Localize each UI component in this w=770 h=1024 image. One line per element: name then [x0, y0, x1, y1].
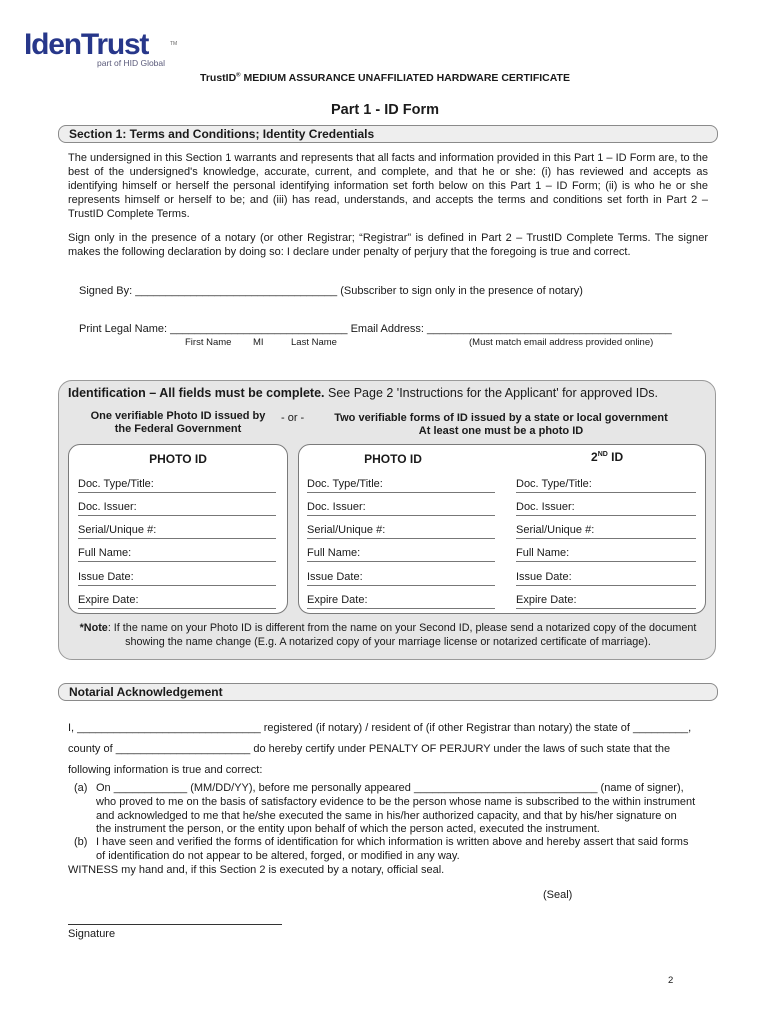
- second-id-title: [591, 450, 623, 464]
- state-id-heading-line1: Two verifiable forms of ID issued by a state or local government: [334, 412, 668, 424]
- second-serial-field[interactable]: Serial/Unique #:: [516, 524, 696, 539]
- title-prefix: TrustID: [200, 72, 237, 84]
- state-serial-field[interactable]: Serial/Unique #:: [307, 524, 495, 539]
- state-id-heading-line2: At least one must be a photo ID: [418, 425, 584, 437]
- state-photo-id-title: PHOTO ID: [364, 452, 422, 466]
- logo-trademark: TM: [170, 41, 178, 47]
- logo-subtitle: part of HID Global: [97, 58, 166, 68]
- signature-line[interactable]: [68, 924, 282, 925]
- clause-a-line2: who proved to me on the basis of satisfactory evidence to be the person whose name is subscribed to the within instrument: [96, 796, 696, 808]
- section1-header: [58, 125, 718, 143]
- section1-title: Section 1: Terms and Conditions; Identity Credentials: [69, 127, 375, 141]
- state-issue-date-field[interactable]: Issue Date:: [307, 571, 495, 586]
- federal-id-heading-line2: the Federal Government: [114, 423, 242, 435]
- notarial-header: [58, 683, 718, 701]
- clause-a-line3: and acknowledged to me that he/she executed the same in his/her authorized capacity, and that by his/her signature on: [96, 810, 677, 822]
- identification-title: [68, 386, 658, 400]
- federal-id-heading-line1: One verifiable Photo ID issued by: [90, 410, 266, 422]
- notarial-title: Notarial Acknowledgement: [69, 685, 223, 699]
- state-id-box: [298, 444, 706, 614]
- second-doc-issuer-field[interactable]: Doc. Issuer:: [516, 501, 696, 516]
- federal-full-name-field[interactable]: Full Name:: [78, 547, 276, 562]
- notary-county-line[interactable]: county of ______________________ do hereby certify under PENALTY OF PERJURY under the laws of such state that the: [68, 743, 671, 755]
- second-issue-date-field[interactable]: Issue Date:: [516, 571, 696, 586]
- page-title: Part 1 - ID Form: [331, 102, 439, 118]
- clause-a-line4: the instrument the person, or the entity upon behalf of which the person acted, executed the instrument.: [96, 823, 600, 835]
- identification-title-rest: See Page 2 'Instructions for the Applicant' for approved IDs.: [324, 386, 658, 400]
- federal-expire-date-field[interactable]: Expire Date:: [78, 594, 276, 609]
- first-name-label: First Name: [185, 337, 232, 348]
- page-number: 2: [668, 975, 674, 986]
- federal-doc-type-field[interactable]: Doc. Type/Title:: [78, 478, 276, 493]
- second-id-title-number: 2: [591, 450, 598, 464]
- name-change-note: [68, 621, 708, 649]
- federal-photo-id-title: PHOTO ID: [149, 452, 207, 466]
- note-text: : If the name on your Photo ID is different from the name on your Second ID, please send a notarized copy of the document showing the name change (E.g. A notarized copy of your marriage license or notarized certificate of marriage).: [107, 622, 697, 648]
- clause-b-line2: of identification do not appear to be altered, forged, or modified in any way.: [96, 850, 460, 862]
- certificate-title: [0, 72, 770, 84]
- federal-serial-field[interactable]: Serial/Unique #:: [78, 524, 276, 539]
- print-name-email-field[interactable]: Print Legal Name: _____________________________ Email Address: ________________________________________: [79, 323, 672, 335]
- note-label: *Note: [79, 622, 108, 634]
- state-id-heading: [322, 412, 680, 438]
- signature-label: Signature: [68, 928, 116, 940]
- clause-b-line1: I have seen and verified the forms of identification for which information is written above and hereby assert that said forms: [96, 836, 689, 848]
- identrust-logo: IdenTrust: [24, 28, 149, 61]
- second-id-title-text: ID: [607, 450, 624, 464]
- second-expire-date-field[interactable]: Expire Date:: [516, 594, 696, 609]
- identification-title-bold: Identification – All fields must be complete.: [68, 386, 325, 400]
- state-doc-issuer-field[interactable]: Doc. Issuer:: [307, 501, 495, 516]
- clause-a-line1[interactable]: On ____________ (MM/DD/YY), before me personally appeared ______________________________ (name of signer),: [96, 782, 684, 794]
- federal-issue-date-field[interactable]: Issue Date:: [78, 571, 276, 586]
- section1-paragraph-2: Sign only in the presence of a notary (or other Registrar; “Registrar” is defined in Part 2 – TrustID Complete Terms. The signer makes the following declaration by doing so: I declare under penalty of perjury that the foregoing is true and correct.: [68, 232, 708, 258]
- registered-mark: ®: [236, 72, 241, 79]
- clause-a-label: (a): [74, 782, 88, 794]
- section1-paragraph-1: The undersigned in this Section 1 warrants and represents that all facts and information provided in this Part 1 – ID Form are, to the best of the undersigned's knowledge, accurate, current, and complete, and that he or she: (i) has reviewed and accepts as identifying himself or herself the personal identifying information set forth below on this Part 1 – ID Form; (ii) is who he or she represents himself or herself to be; and (iii) has read, understands, and accepts the terms and conditions set forth in Part 2 – TrustID Complete Terms.: [68, 152, 708, 220]
- witness-line: WITNESS my hand and, if this Section 2 is executed by a notary, official seal.: [68, 864, 445, 876]
- mi-label: MI: [253, 337, 264, 348]
- clause-b-label: (b): [74, 836, 88, 848]
- federal-photo-id-box: [68, 444, 288, 614]
- email-note-label: (Must match email address provided online): [469, 337, 654, 348]
- notary-true-correct-line: following information is true and correct:: [68, 764, 263, 776]
- title-rest: MEDIUM ASSURANCE UNAFFILIATED HARDWARE CERTIFICATE: [240, 72, 570, 84]
- second-full-name-field[interactable]: Full Name:: [516, 547, 696, 562]
- second-id-title-suffix: ND: [597, 451, 608, 458]
- federal-id-heading: [80, 410, 276, 436]
- last-name-label: Last Name: [291, 337, 337, 348]
- second-doc-type-field[interactable]: Doc. Type/Title:: [516, 478, 696, 493]
- or-separator: - or -: [281, 412, 305, 424]
- state-expire-date-field[interactable]: Expire Date:: [307, 594, 495, 609]
- notary-state-line[interactable]: I, ______________________________ registered (if notary) / resident of (if other Registrar than notary) the state of _________,: [68, 722, 692, 734]
- seal-label: (Seal): [543, 889, 573, 901]
- state-doc-type-field[interactable]: Doc. Type/Title:: [307, 478, 495, 493]
- state-full-name-field[interactable]: Full Name:: [307, 547, 495, 562]
- signed-by-field[interactable]: Signed By: _________________________________ (Subscriber to sign only in the presence of notary): [79, 285, 583, 297]
- federal-doc-issuer-field[interactable]: Doc. Issuer:: [78, 501, 276, 516]
